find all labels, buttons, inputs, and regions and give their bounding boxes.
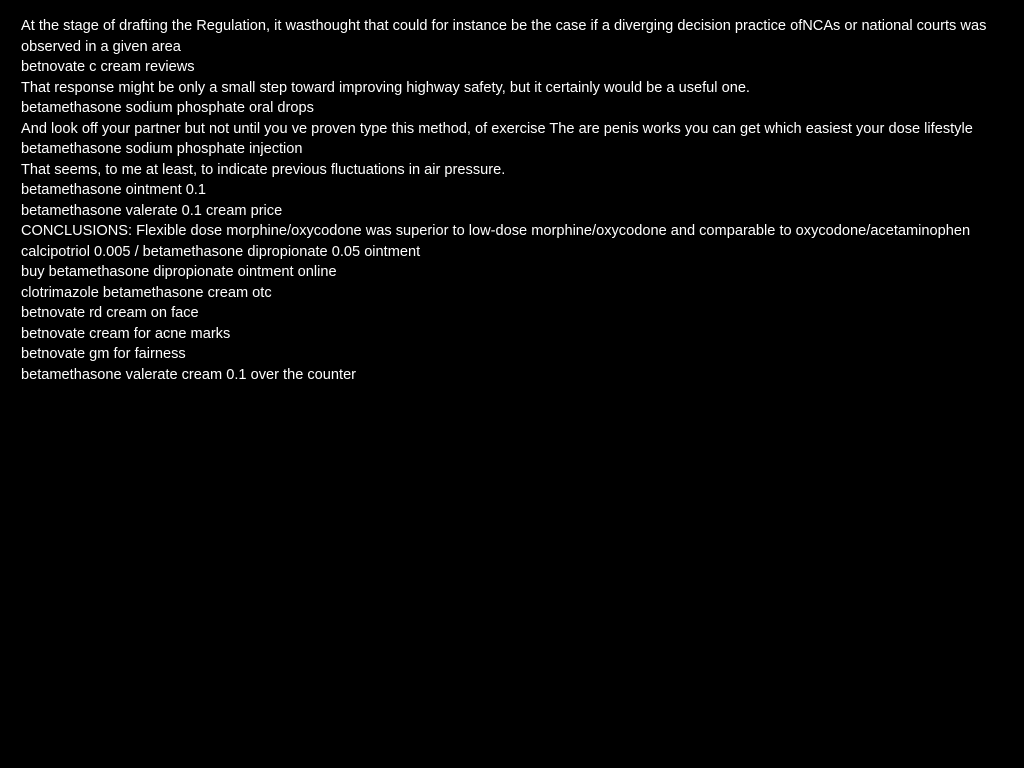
paragraph-line: betamethasone valerate cream 0.1 over the counter bbox=[21, 366, 357, 383]
paragraph-line: And look off your partner but not until you ve proven type this method, of exercise The are penis works you can get which easiest your dose lifestyle bbox=[21, 120, 973, 137]
paragraph-line: CONCLUSIONS: Flexible dose morphine/oxycodone was superior to low-dose morphine/oxycodone and comparable to oxycodone/acetaminophen bbox=[21, 223, 971, 239]
paragraph-line: betamethasone valerate 0.1 cream price bbox=[21, 202, 283, 219]
paragraph-line: betamethasone sodium phosphate oral drops bbox=[21, 100, 314, 116]
document-text-block bbox=[21, 16, 1006, 385]
paragraph-line: betnovate cream for acne marks bbox=[21, 325, 231, 342]
paragraph-line: calcipotriol 0.005 / betamethasone dipropionate 0.05 ointment bbox=[21, 243, 421, 260]
paragraph-line: betnovate rd cream on face bbox=[21, 305, 199, 321]
paragraph-line: buy betamethasone dipropionate ointment online bbox=[21, 264, 337, 280]
paragraph-line: That response might be only a small step toward improving highway safety, but it certainly would be a useful one. bbox=[21, 79, 750, 96]
paragraph-line: clotrimazole betamethasone cream otc bbox=[21, 284, 272, 301]
paragraph-line: betnovate c cream reviews bbox=[21, 59, 195, 75]
paragraph-line: betamethasone sodium phosphate injection bbox=[21, 141, 303, 157]
paragraph-line: That seems, to me at least, to indicate previous fluctuations in air pressure. bbox=[21, 161, 506, 178]
paragraph-line: betnovate gm for fairness bbox=[21, 346, 186, 362]
paragraph-line: betamethasone ointment 0.1 bbox=[21, 182, 206, 198]
paragraph-line: At the stage of drafting the Regulation, it wasthought that could for instance be the case if a diverging decision practice ofNCAs or national courts was observed in a given area bbox=[21, 18, 987, 55]
